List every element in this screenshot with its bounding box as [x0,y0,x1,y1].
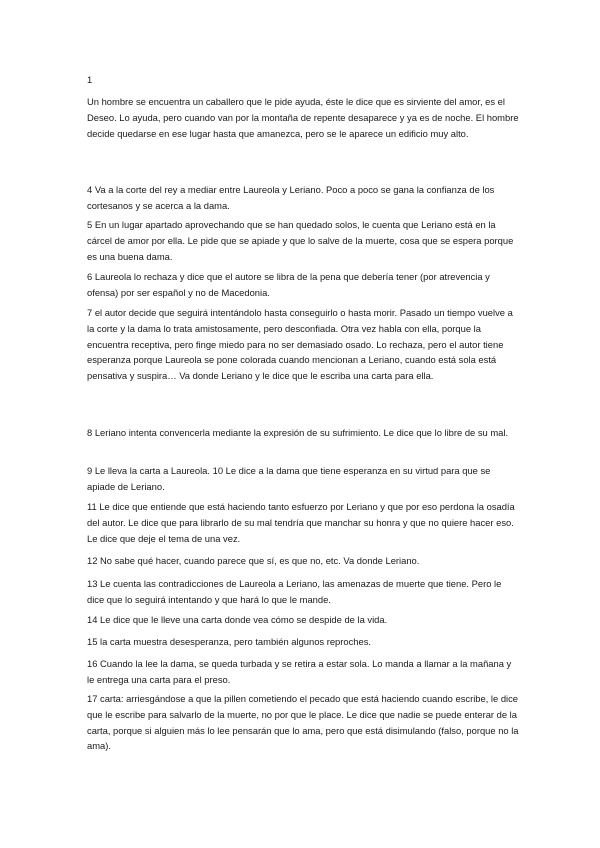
paragraph-6: 6 Laureola lo rechaza y dice que el autore se libra de la pena que debería tener (por atrevencia y ofensa) por ser español y no de Macedonia. [87,271,490,298]
paragraph-15: 15 la carta muestra desesperanza, pero también algunos reproches. [87,636,372,647]
page-number: 1 [87,74,93,85]
paragraph-9-10: 9 Le lleva la carta a Laureola. 10 Le dice a la dama que tiene esperanza en su virtud para que se apiade de Leriano. [87,465,491,492]
paragraph-5: 5 En un lugar apartado aprovechando que se han quedado solos, le cuenta que Leriano está en la cárcel de amor por ella. Le pide que se apiade y que lo salve de la muerte, cosa que se espera porque es una buena dama. [87,219,514,262]
paragraph-intro: Un hombre se encuentra un caballero que le pide ayuda, éste le dice que es sirviente del amor, es el Deseo. Lo ayuda, pero cuando van por la montaña de repente desaparece y ya es de noche. El hombre decide quedarse en ese lugar hasta que amanezca, pero se le aparece un edificio muy alto. [87,96,519,139]
paragraph-17: 17 carta: arriesgándose a que la pillen cometiendo el pecado que está haciendo cuando escribe, le dice que le escribe para salvarlo de la muerte, no por que le place. Le dice que nadie se puede enterar de la carta, porque si alguien más lo lee pensarán que lo ama, pero que está disimulando (falso, porque no la ama). [87,693,519,752]
paragraph-14: 14 Le dice que le lleve una carta donde vea cómo se despide de la vida. [87,614,388,625]
paragraph-13: 13 Le cuenta las contradicciones de Laureola a Leriano, las amenazas de muerte que tiene. Pero le dice que lo seguirá intentando y que hará lo que le mande. [87,578,502,605]
paragraph-12: 12 No sabe qué hacer, cuando parece que sí, es que no, etc. Va donde Leriano. [87,555,420,566]
paragraph-11: 11 Le dice que entiende que está haciendo tanto esfuerzo por Leriano y que por eso perdona la osadía del autor. Le dice que para librarlo de su mal tendría que manchar su honra y que no quiere hacer eso. Le dice que deje el tema de una vez. [87,501,515,544]
paragraph-7: 7 el autor decide que seguirá intentándolo hasta conseguirlo o hasta morir. Pasado un tiempo vuelve a la corte y la dama lo trata amistosamente, pero desconfiada. Otra vez habla con ella, porque la encuentra receptiva, pero finge miedo para no ser demasiado osado. Lo rechaza, pero el autor tiene esperanza porque Laureola se pone colorada cuando mencionan a Leriano, cuando está sola está pensativa y suspira… Va donde Leriano y le dice que le escriba una carta para ella. [87,307,513,382]
paragraph-8: 8 Leriano intenta convencerla mediante la expresión de su sufrimiento. Le dice que lo libre de su mal. [87,427,509,438]
paragraph-4: 4 Va a la corte del rey a mediar entre Laureola y Leriano. Poco a poco se gana la confianza de los cortesanos y se acerca a la dama. [87,184,495,211]
paragraph-16: 16 Cuando la lee la dama, se queda turbada y se retira a estar sola. Lo manda a llamar a la mañana y le entrega una carta para el preso. [87,658,512,685]
